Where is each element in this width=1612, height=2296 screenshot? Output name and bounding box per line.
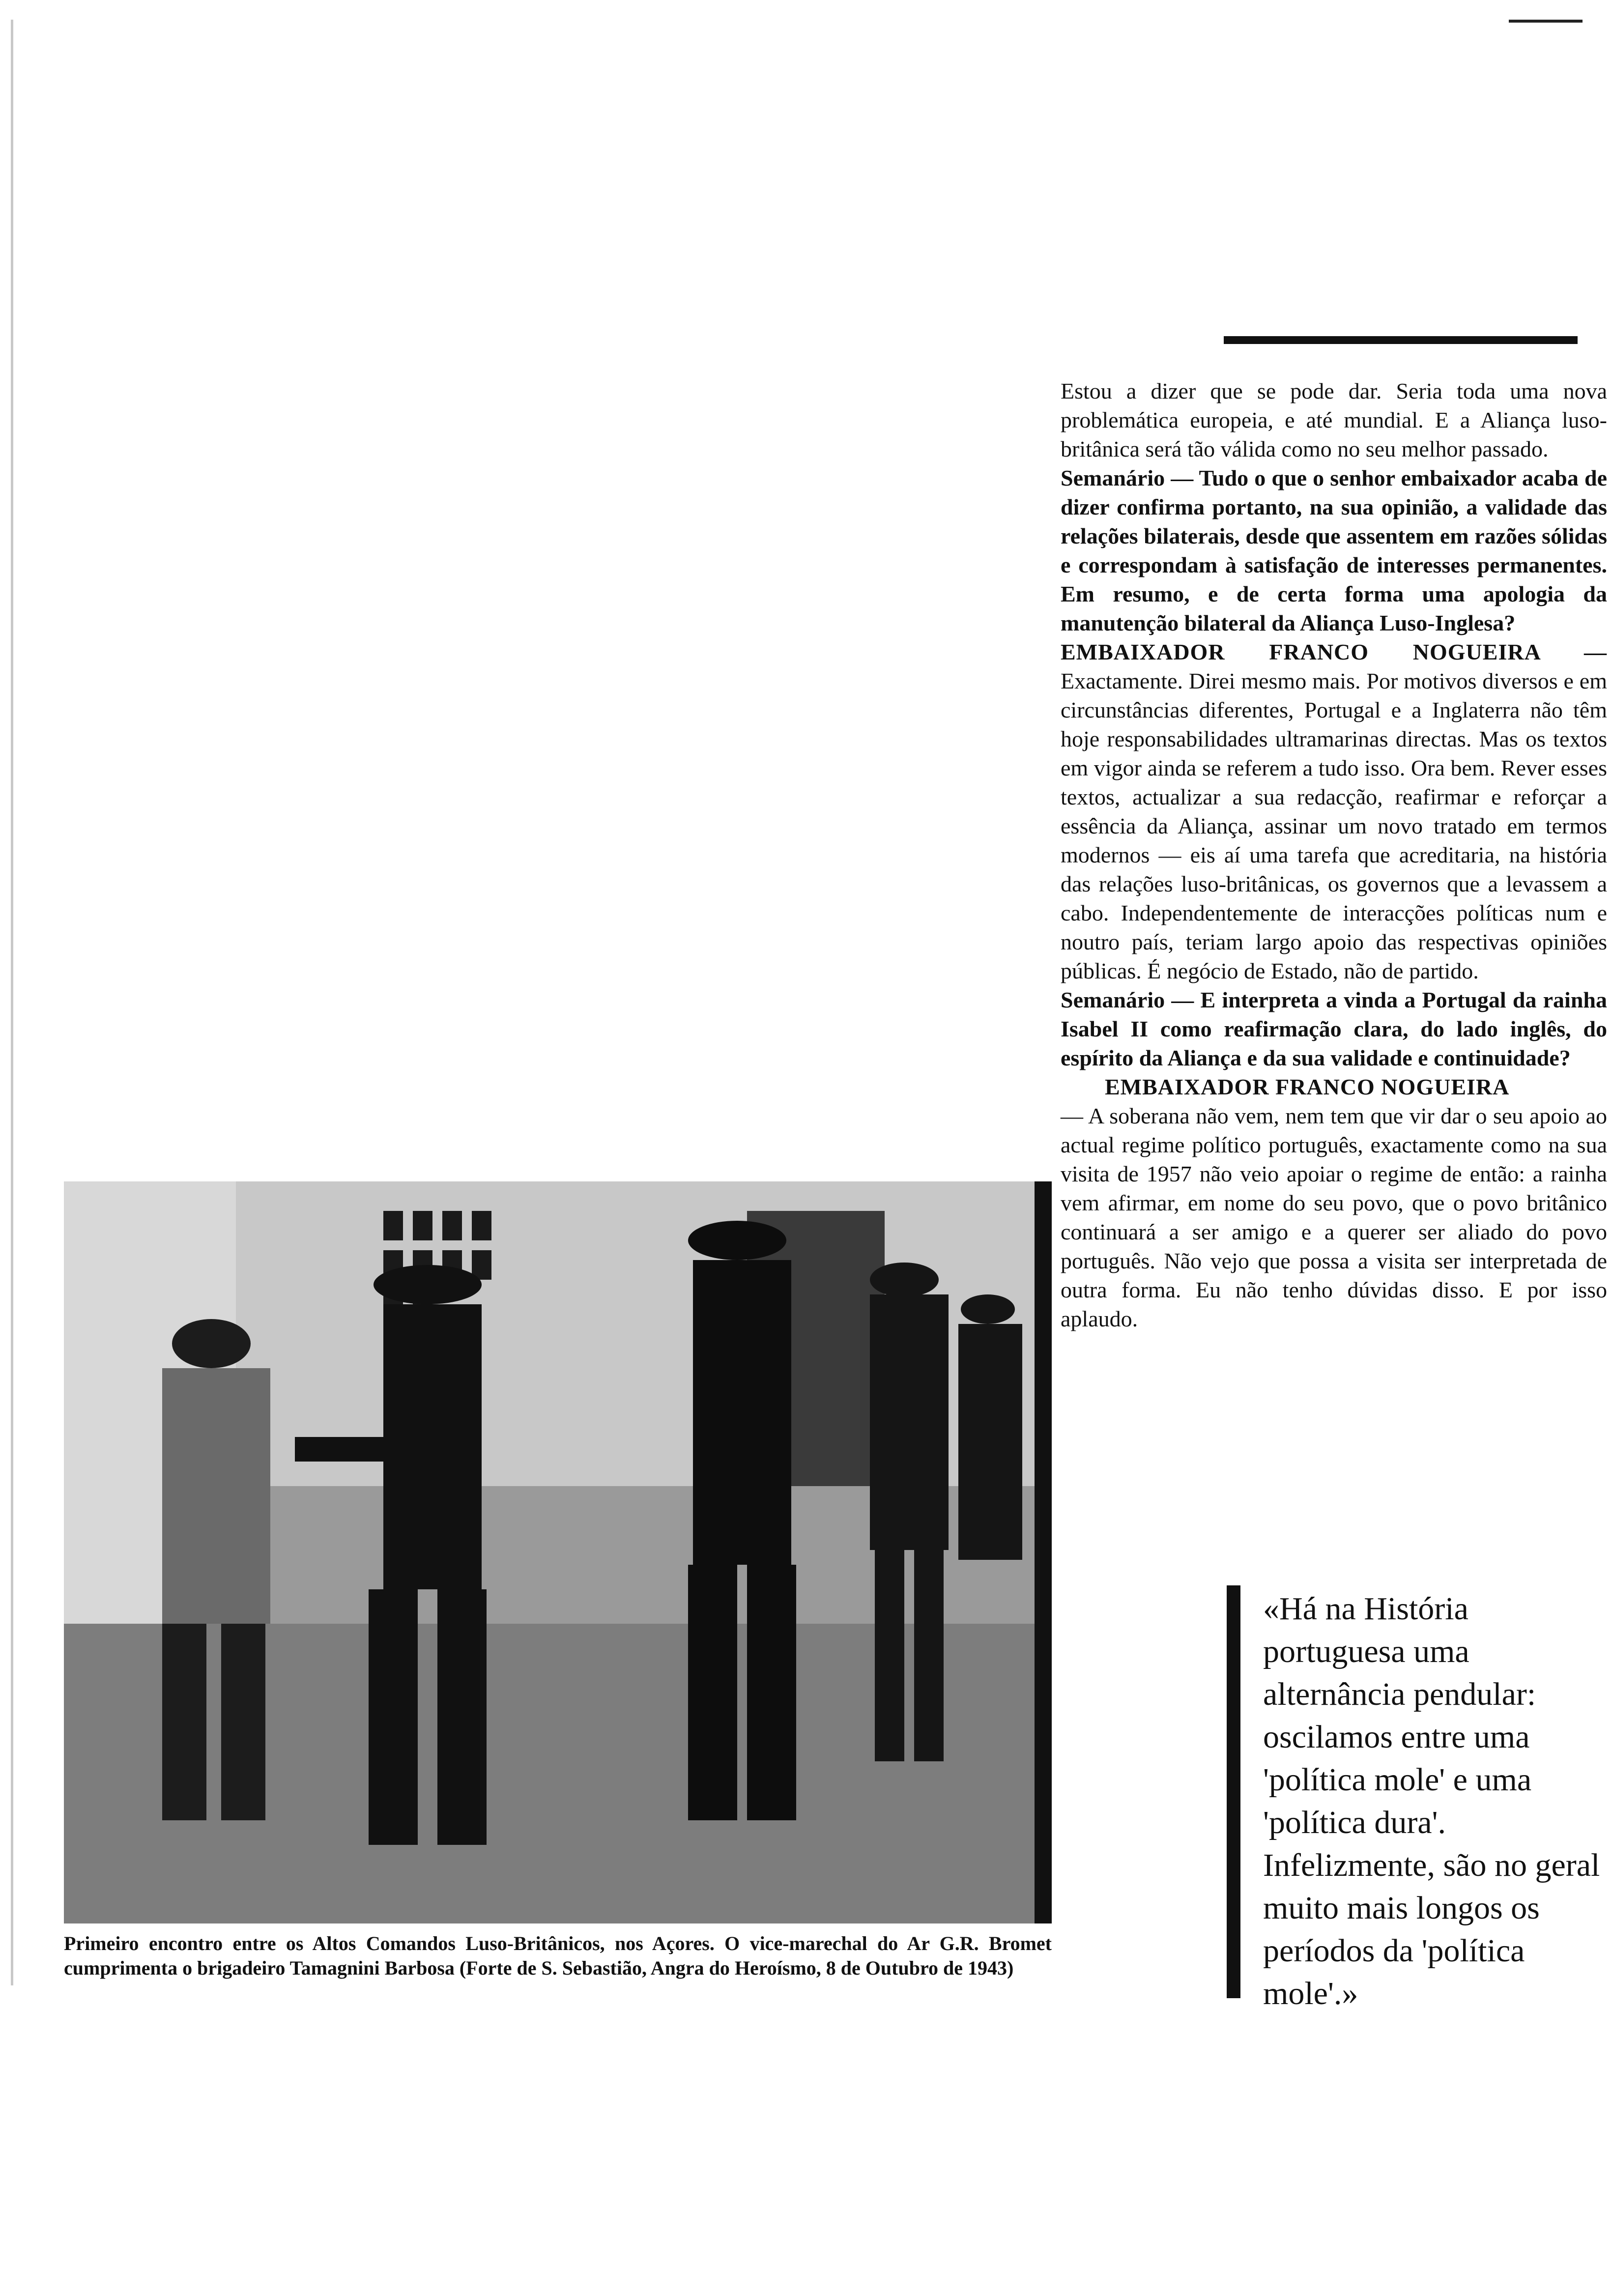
answer-paragraph	[1061, 637, 1607, 985]
column-top-rule	[1224, 336, 1578, 344]
answer-text: Exactamente. Direi mesmo mais. Por motivos diversos e em circunstâncias diferentes, Portugal e a Inglaterra não têm hoje responsabilidades ultramarinas directas. Mas os textos em vigor ainda se referem a tudo isso. Ora bem. Rever esses textos, actualizar a sua redacção, reafirmar e reforçar a essência da Aliança, assinar um novo tratado em termos modernos — eis aí uma tarefa que acreditaria, na história das relações luso-britânicas, os governos que a levassem a cabo. Independentemente de interacções políticas num e noutro país, teriam largo apoio das respectivas opiniões públicas. É negócio de Estado, não de partido.	[1061, 668, 1607, 983]
answer-text: — A soberana não vem, nem tem que vir dar o seu apoio ao actual regime político português, exactamente como na sua visita de 1957 não veio apoiar o regime de então: a rainha vem afirmar, em nome do seu povo, que o povo britânico continuará a ser amigo e a querer ser aliado do povo português. Não vejo que possa a visita ser interpretada de outra forma. Eu não tenho dúvidas disso. E por isso aplaudo.	[1061, 1103, 1607, 1331]
speaker-label: Semanário —	[1061, 987, 1194, 1012]
speaker-label: EMBAIXADOR FRANCO NOGUEIRA —	[1061, 639, 1607, 664]
scan-edge-mark	[11, 20, 13, 1985]
speaker-label: Semanário —	[1061, 465, 1194, 490]
question-paragraph	[1061, 985, 1607, 1072]
speaker-label: EMBAIXADOR FRANCO NOGUEIRA	[1105, 1074, 1510, 1099]
scan-corner-mark	[1509, 20, 1583, 23]
photo-caption: Primeiro encontro entre os Altos Comandos Luso-Britânicos, nos Açores. O vice-marechal do Ar G.R. Bromet cumprimenta o brigadeiro Tamagnini Barbosa (Forte de S. Sebastião, Angra do Heroísmo, 8 de Outubro de 1943)	[64, 1932, 1052, 1979]
question-text: Tudo o que o senhor embaixador acaba de dizer confirma portanto, na sua opinião, a validade das relações bilaterais, desde que assentem em razões sólidas e correspondam à satisfação de interesses permanentes. Em resumo, e de certa forma uma apologia da manutenção bilateral da Aliança Luso-Inglesa?	[1061, 465, 1608, 635]
photo-illustration	[64, 1181, 1052, 1923]
historical-photo	[64, 1181, 1052, 1923]
question-text: E interpreta a vinda a Portugal da rainha Isabel II como reafirmação clara, do lado inglês, do espírito da Aliança e da sua validade e continuidade?	[1061, 987, 1607, 1070]
pull-quote-bar	[1227, 1585, 1240, 1998]
pull-quote: «Há na História portuguesa uma alternância pendular: oscilamos entre uma 'política mole' e uma 'política dura'. Infelizmente, são no geral muito mais longos os períodos da 'política mole'.»	[1263, 1591, 1600, 2011]
interview-column	[1061, 376, 1607, 1333]
answer-paragraph: Estou a dizer que se pode dar. Seria toda uma nova problemática europeia, e até mundial. E a Aliança luso-britânica será tão válida como no seu melhor passado.	[1061, 378, 1607, 461]
answer-paragraph	[1061, 1072, 1607, 1333]
question-paragraph	[1061, 463, 1607, 637]
